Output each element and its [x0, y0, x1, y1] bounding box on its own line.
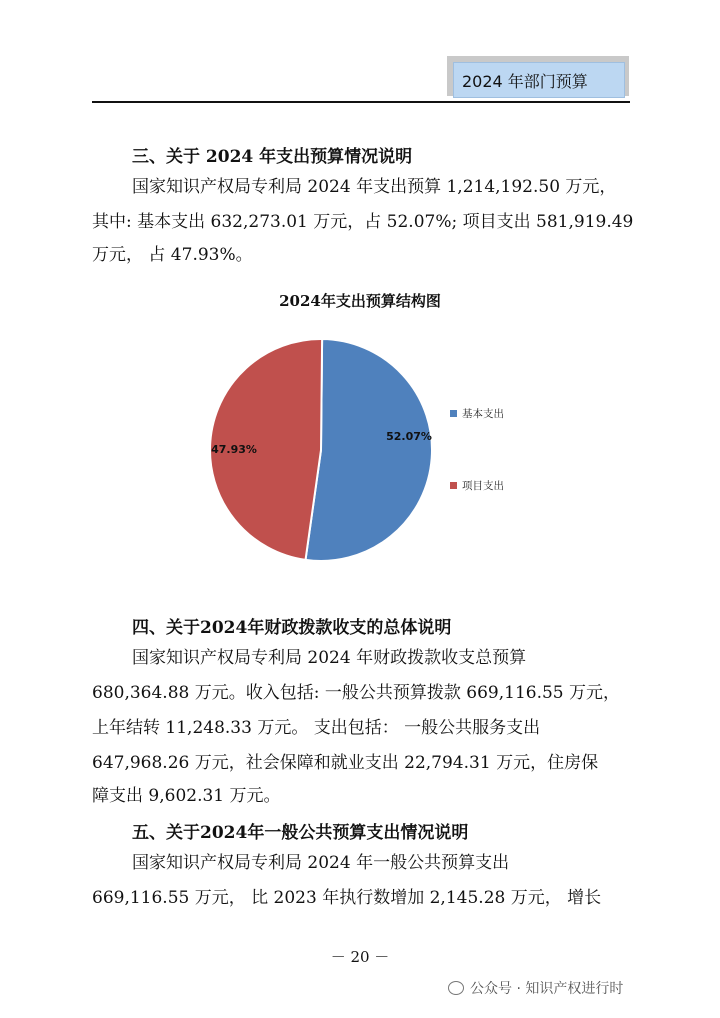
legend-label-1: 基本支出 [462, 408, 504, 420]
section3-line-3: 万元， 占 47.93%。 [92, 245, 253, 265]
section4-heading: 四、关于2024年财政拨款收支的总体说明 [132, 618, 452, 638]
pie-data-label-2: 47.93% [211, 443, 257, 456]
header-title: 2024 年部门预算 [462, 71, 588, 91]
legend-swatch-2 [450, 482, 457, 489]
pie-chart [200, 330, 540, 570]
watermark [448, 978, 623, 998]
section5-line-2: 669,116.55 万元， 比 2023 年执行数增加 2,145.28 万元， 增长 [92, 888, 602, 908]
legend-swatch-1 [450, 410, 457, 417]
pie-slice-1 [306, 339, 432, 561]
section5-line-1: 国家知识产权局专利局 2024 年一般公共预算支出 [132, 853, 510, 873]
watermark-text: 公众号 · 知识产权进行时 [470, 981, 624, 997]
header-rule [92, 101, 630, 103]
section4-line-2: 680,364.88 万元。收入包括: 一般公共预算拨款 669,116.55 万元， [92, 683, 621, 703]
pie-data-label-1: 52.07% [386, 430, 432, 443]
chart-title: 2024年支出预算结构图 [279, 292, 441, 310]
section3-heading: 三、关于 2024 年支出预算情况说明 [132, 147, 413, 167]
section4-line-4: 647,968.26 万元，社会保障和就业支出 22,794.31 万元，住房保 [92, 753, 599, 773]
section5-heading: 五、关于2024年一般公共预算支出情况说明 [132, 823, 469, 843]
legend-label-2: 项目支出 [462, 480, 504, 492]
header-box [453, 62, 625, 98]
section4-line-5: 障支出 9,602.31 万元。 [92, 786, 281, 806]
section4-line-3: 上年结转 11,248.33 万元。 支出包括： 一般公共服务支出 [92, 718, 541, 738]
wechat-icon [448, 981, 464, 995]
section3-line-2: 其中: 基本支出 632,273.01 万元，占 52.07%; 项目支出 581,919.49 [92, 212, 634, 232]
section4-line-1: 国家知识产权局专利局 2024 年财政拨款收支总预算 [132, 648, 527, 668]
page-number: － 20 － [330, 948, 390, 966]
section3-line-1: 国家知识产权局专利局 2024 年支出预算 1,214,192.50 万元， [132, 177, 617, 197]
